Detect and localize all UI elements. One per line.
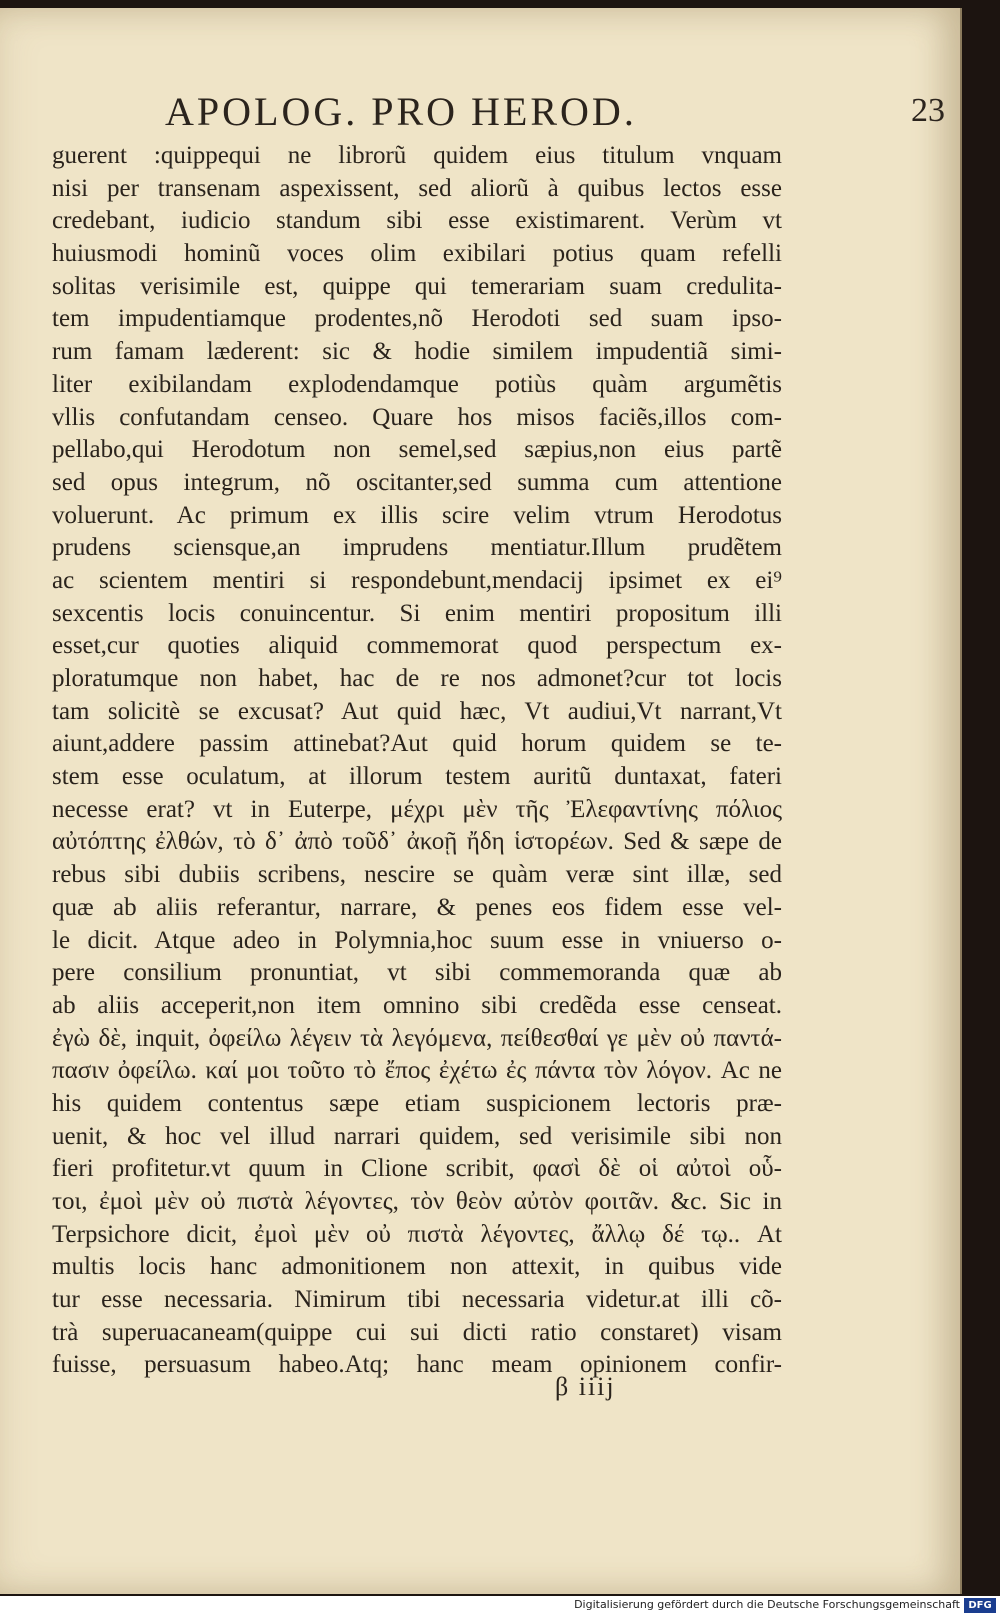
text-line: necesse erat? vt in Euterpe, μέχρι μὲν τῆς Ἐλεφαντίνης πόλιος	[52, 795, 782, 823]
text-line: stem esse oculatum, at illorum testem auritũ duntaxat, fateri	[52, 763, 782, 791]
footer-credit: Digitalisierung gefördert durch die Deutsche Forschungsgemeinschaft	[574, 1598, 960, 1611]
text-line: αὐτόπτης ἐλθών, τὸ δ᾽ ἀπὸ τοῦδ᾽ ἀκοῇ ἤδη ἱστορέων. Sed & sæpe de	[52, 828, 782, 856]
text-line: multis locis hanc admonitionem non attexit, in quibus vide	[52, 1253, 782, 1281]
dfg-logo-icon: DFG	[964, 1598, 996, 1613]
text-line: his quidem contentus sæpe etiam suspicionem lectoris præ-	[52, 1089, 782, 1117]
text-line: huiusmodi hominũ voces olim exibilari potius quam refelli	[52, 240, 782, 268]
text-line: vllis confutandam censeo. Quare hos misos faciẽs,illos com-	[52, 403, 782, 431]
text-line: le dicit. Atque adeo in Polymnia,hoc suum esse in vniuerso o-	[52, 926, 782, 954]
text-line: nisi per transenam aspexissent, sed aliorũ à quibus lectos esse	[52, 174, 782, 202]
text-line: fuisse, persuasum habeo.Atq; hanc meam opinionem confir-	[52, 1351, 782, 1379]
text-line: guerent :quippequi ne librorũ quidem eius titulum vnquam	[52, 142, 782, 169]
book-page	[0, 8, 962, 1594]
text-line: solitas verisimile est, quippe qui temerariam suam credulita-	[52, 272, 782, 300]
text-line: liter exibilandam explodendamque potiùs quàm argumẽtis	[52, 370, 782, 398]
text-line: Terpsichore dicit, ἐμοὶ μὲν οὐ πιστὰ λέγοντες, ἄλλῳ δέ τῳ.. At	[52, 1220, 782, 1248]
text-line: voluerunt. Ac primum ex illis scire velim vtrum Herodotus	[52, 501, 782, 529]
text-line: rebus sibi dubiis scribens, nescire se quàm veræ sint illæ, sed	[52, 861, 782, 889]
text-line: ploratumque non habet, hac de re nos admonet?cur tot locis	[52, 665, 782, 692]
page-header	[165, 88, 955, 138]
digitization-footer	[0, 1596, 1000, 1617]
body-text	[52, 140, 782, 1382]
text-line: fieri profitetur.vt quum in Clione scribit, φασὶ δὲ οἱ αὐτοὶ οὗ-	[52, 1155, 782, 1183]
text-line: uenit, & hoc vel illud narrari quidem, sed verisimile sibi non	[52, 1122, 782, 1150]
running-head: APOLOG. PRO HEROD.	[165, 89, 637, 134]
text-line: tam solicitè se excusat? Aut quid hæc, Vt audiui,Vt narrant,Vt	[52, 697, 782, 725]
signature-mark: β iiij	[555, 1372, 616, 1401]
text-line: rum famam læderent: sic & hodie similem impudentiã simi-	[52, 338, 782, 366]
text-line: credebant, iudicio standum sibi esse existimarent. Verùm vt	[52, 207, 782, 235]
text-line: τοι, ἐμοὶ μὲν οὐ πιστὰ λέγοντες, τὸν θεὸν αὐτὸν φοιτᾶν. &c. Sic in	[52, 1188, 782, 1215]
text-line: pere consilium pronuntiat, vt sibi commemoranda quæ ab	[52, 959, 782, 987]
text-line: sed opus integrum, nõ oscitanter,sed summa cum attentione	[52, 468, 782, 496]
text-line: quæ ab aliis referantur, narrare, & penes eos fidem esse vel-	[52, 893, 782, 921]
text-line: pellabo,qui Herodotum non semel,sed sæpius,non eius partẽ	[52, 436, 782, 464]
text-line: tur esse necessaria. Nimirum tibi necessaria videtur.at illi cõ-	[52, 1286, 782, 1314]
text-line: tem impudentiamque prodentes,nõ Herodoti sed suam ipso-	[52, 305, 782, 333]
page-number: 23	[911, 92, 945, 129]
text-line: aiunt,addere passim attinebat?Aut quid horum quidem se te-	[52, 730, 782, 758]
text-line: esset,cur quoties aliquid commemorat quod perspectum ex-	[52, 632, 782, 660]
text-line: ab aliis acceperit,non item omnino sibi credẽda esse censeat.	[52, 991, 782, 1019]
text-line: πασιν ὀφείλω. καί μοι τοῦτο τὸ ἔπος ἐχέτω ἐς πάντα τὸν λόγον. Ac ne	[52, 1057, 782, 1085]
text-line: sexcentis locis conuincentur. Si enim mentiri propositum illi	[52, 599, 782, 627]
text-line: prudens sciensque,an imprudens mentiatur.Illum prudẽtem	[52, 534, 782, 562]
text-line: trà superuacaneam(quippe cui sui dicti ratio constaret) visam	[52, 1318, 782, 1346]
text-line: ac scientem mentiri si respondebunt,mendacij ipsimet ex ei⁹	[52, 566, 782, 594]
text-line: ἐγὼ δὲ, inquit, ὀφείλω λέγειν τὰ λεγόμενα, πείθεσθαί γε μὲν οὐ παντά-	[52, 1024, 782, 1052]
